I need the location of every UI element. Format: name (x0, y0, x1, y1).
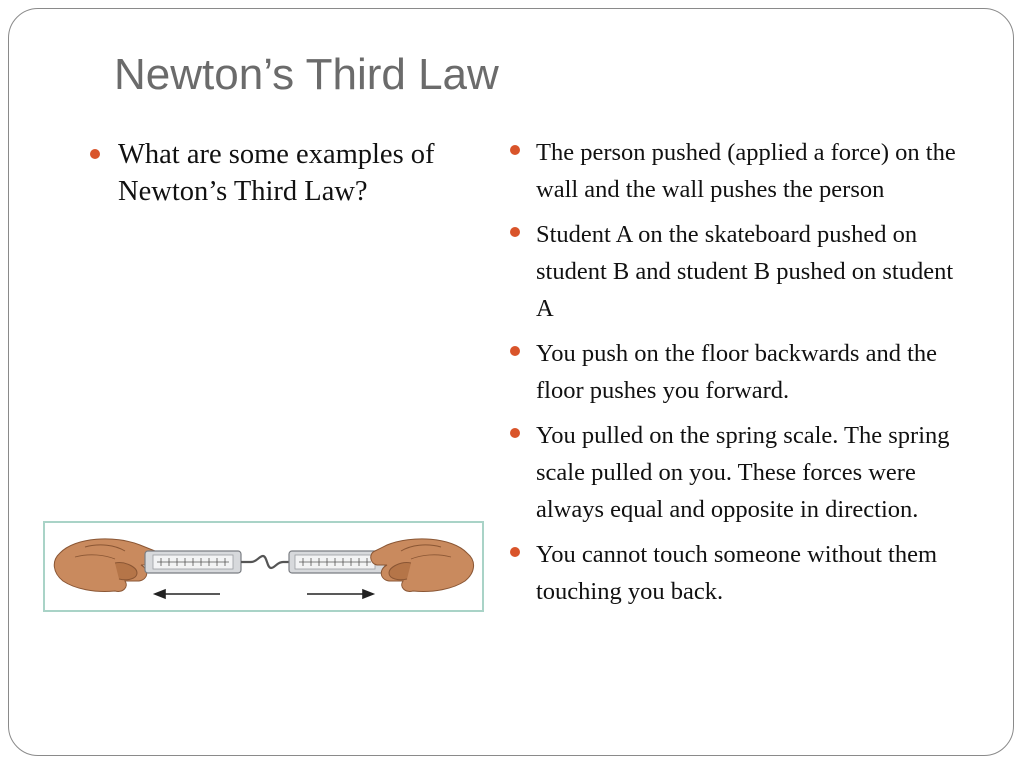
left-column (90, 136, 490, 210)
bullet-text: You cannot touch someone without them touching you back. (536, 541, 938, 605)
bullet-dot-icon (510, 227, 520, 237)
right-arrow-icon (307, 590, 373, 598)
right-hand-icon (371, 539, 474, 592)
right-bullet-item (508, 216, 958, 327)
bullet-dot-icon (510, 428, 520, 438)
bullet-text: The person pushed (applied a force) on the wall and the wall pushes the person (536, 139, 956, 203)
bullet-text: You pulled on the spring scale. The spring scale pulled on you. These forces were always equal and opposite in direction. (536, 422, 950, 523)
left-hand-icon (54, 539, 159, 592)
bullet-dot-icon (510, 547, 520, 557)
left-arrow-icon (155, 590, 220, 598)
bullet-dot-icon (510, 145, 520, 155)
bullet-text: What are some examples of Newton’s Third Law? (118, 139, 435, 207)
bullet-text: You push on the floor backwards and the floor pushes you forward. (536, 340, 938, 404)
left-spring-scale-icon (145, 551, 241, 573)
right-bullet-list (508, 134, 958, 610)
left-bullet-list (90, 136, 490, 210)
spring-scales-figure (43, 521, 484, 612)
right-bullet-item (508, 134, 958, 208)
spring-scales-illustration-icon (45, 523, 482, 610)
right-spring-scale-icon (289, 551, 385, 573)
left-bullet-item (90, 136, 490, 210)
bullet-dot-icon (90, 149, 100, 159)
bullet-dot-icon (510, 346, 520, 356)
right-column (508, 134, 958, 618)
right-bullet-item (508, 335, 958, 409)
hook-link-icon (241, 556, 291, 568)
right-bullet-item (508, 417, 958, 528)
slide-title: Newton’s Third Law (114, 50, 499, 99)
right-bullet-item (508, 536, 958, 610)
bullet-text: Student A on the skateboard pushed on student B and student B pushed on student A (536, 221, 954, 322)
